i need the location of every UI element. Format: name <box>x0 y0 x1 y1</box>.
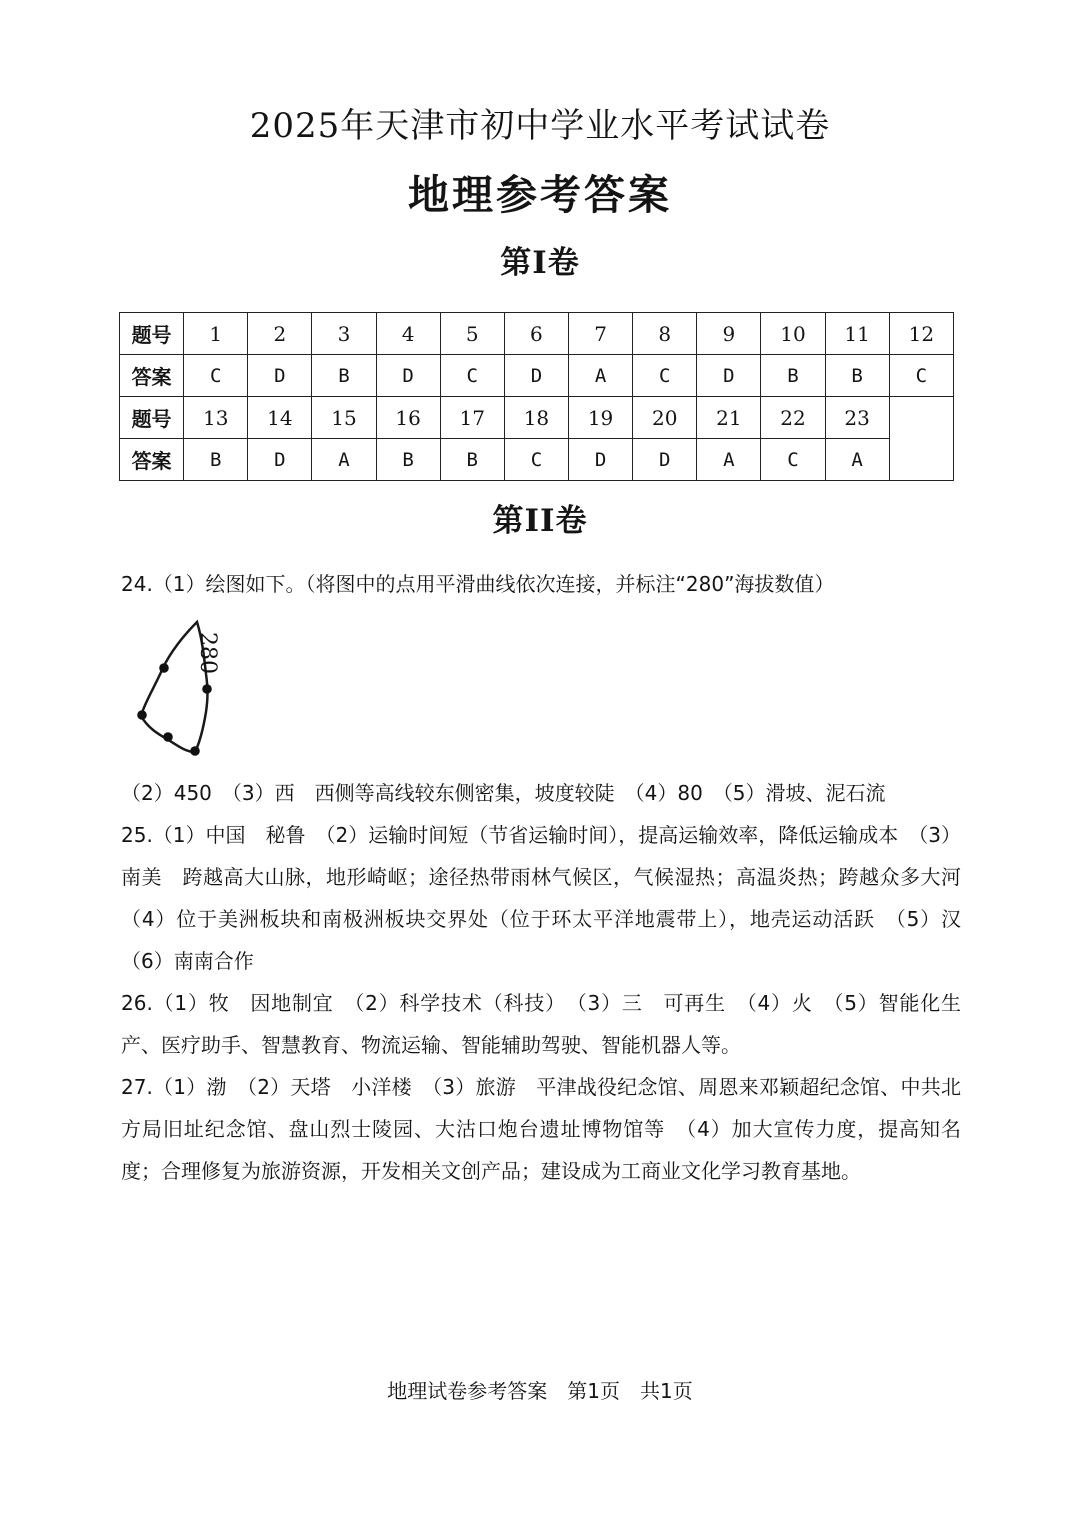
answer-cell: D <box>248 355 312 397</box>
answer-24-part-1: 24.（1）绘图如下。（将图中的点用平滑曲线依次连接，并标注“280”海拔数值） <box>121 572 835 596</box>
question-number: 7 <box>568 313 632 355</box>
answer-cell: B <box>376 439 440 481</box>
row-label-question: 题号 <box>120 397 184 439</box>
answer-table <box>119 312 954 481</box>
question-number: 23 <box>825 397 889 439</box>
question-number: 18 <box>504 397 568 439</box>
question-number: 9 <box>697 313 761 355</box>
answer-cell: A <box>825 439 889 481</box>
answer-cell: B <box>184 439 248 481</box>
answer-cell: D <box>504 355 568 397</box>
contour-point <box>202 684 212 694</box>
question-number: 8 <box>633 313 697 355</box>
contour-point <box>137 710 147 720</box>
answer-cell: B <box>440 439 504 481</box>
answer-cell: C <box>184 355 248 397</box>
answer-cell: D <box>633 439 697 481</box>
empty-cell <box>889 397 953 481</box>
question-number: 14 <box>248 397 312 439</box>
section-2-title: 第II卷 <box>492 503 588 539</box>
answer-cell: B <box>312 355 376 397</box>
question-number: 11 <box>825 313 889 355</box>
question-number: 6 <box>504 313 568 355</box>
answer-cell: A <box>697 439 761 481</box>
contour-point <box>163 732 173 742</box>
question-number: 12 <box>889 313 953 355</box>
answer-cell: C <box>761 439 825 481</box>
answer-cell: D <box>697 355 761 397</box>
elevation-label-280: 280 <box>195 632 220 674</box>
answer-25: 25.（1）中国 秘鲁 （2）运输时间短（节省运输时间），提高运输效率，降低运输成本 （3）南美 跨越高大山脉，地形崎岖；途径热带雨林气候区，气候湿热；高温炎热；跨越众多大河 （4）位于美洲板块和南极洲板块交界处（位于环太平洋地震带上），地壳运动活跃 （5）汉 （6）南南合作 <box>121 823 981 973</box>
table-row-questions-2 <box>120 397 954 439</box>
answer-27: 27.（1）渤 （2）天塔 小洋楼 （3）旅游 平津战役纪念馆、周恩来邓颖超纪念馆、中共北方局旧址纪念馆、盘山烈士陵园、大沽口炮台遗址博物馆等 （4）加大宣传力度，提高知名度；合理修复为旅游资源，开发相关文创产品；建设成为工商业文化学习教育基地。 <box>121 1075 961 1183</box>
row-label-answer: 答案 <box>120 355 184 397</box>
answer-cell: C <box>504 439 568 481</box>
exam-title: 2025年天津市初中学业水平考试试卷 <box>249 106 831 146</box>
question-number: 2 <box>248 313 312 355</box>
answer-26: 26.（1）牧 因地制宜 （2）科学技术（科技） （3）三 可再生 （4）火 （5）智能化生产、医疗助手、智慧教育、物流运输、智能辅助驾驶、智能机器人等。 <box>121 991 961 1057</box>
contour-sketch <box>130 612 240 762</box>
question-number: 3 <box>312 313 376 355</box>
question-number: 21 <box>697 397 761 439</box>
question-number: 16 <box>376 397 440 439</box>
page-footer: 地理试卷参考答案 第1页 共1页 <box>387 1379 693 1403</box>
table-row-answers-2 <box>120 439 954 481</box>
question-number: 17 <box>440 397 504 439</box>
question-number: 15 <box>312 397 376 439</box>
answer-cell: A <box>312 439 376 481</box>
question-number: 13 <box>184 397 248 439</box>
answer-cell: A <box>568 355 632 397</box>
answer-24-rest: （2）450 （3）西 西侧等高线较东侧密集，坡度较陡 （4）80 （5）滑坡、泥石流 <box>121 781 886 805</box>
answer-cell: B <box>825 355 889 397</box>
answer-cell: C <box>633 355 697 397</box>
answer-cell: C <box>440 355 504 397</box>
question-number: 5 <box>440 313 504 355</box>
contour-point <box>159 663 169 673</box>
question-number: 10 <box>761 313 825 355</box>
answer-key-title: 地理参考答案 <box>408 171 672 219</box>
question-number: 20 <box>633 397 697 439</box>
question-number: 1 <box>184 313 248 355</box>
answer-cell: B <box>761 355 825 397</box>
question-number: 22 <box>761 397 825 439</box>
section-1-title: 第I卷 <box>500 245 580 281</box>
contour-point <box>190 746 200 756</box>
answer-cell: C <box>889 355 953 397</box>
question-number: 19 <box>568 397 632 439</box>
answer-cell: D <box>568 439 632 481</box>
row-label-answer: 答案 <box>120 439 184 481</box>
answer-cell: D <box>376 355 440 397</box>
table-row-questions-1 <box>120 313 954 355</box>
answer-cell: D <box>248 439 312 481</box>
table-row-answers-1 <box>120 355 954 397</box>
question-number: 4 <box>376 313 440 355</box>
row-label-question: 题号 <box>120 313 184 355</box>
